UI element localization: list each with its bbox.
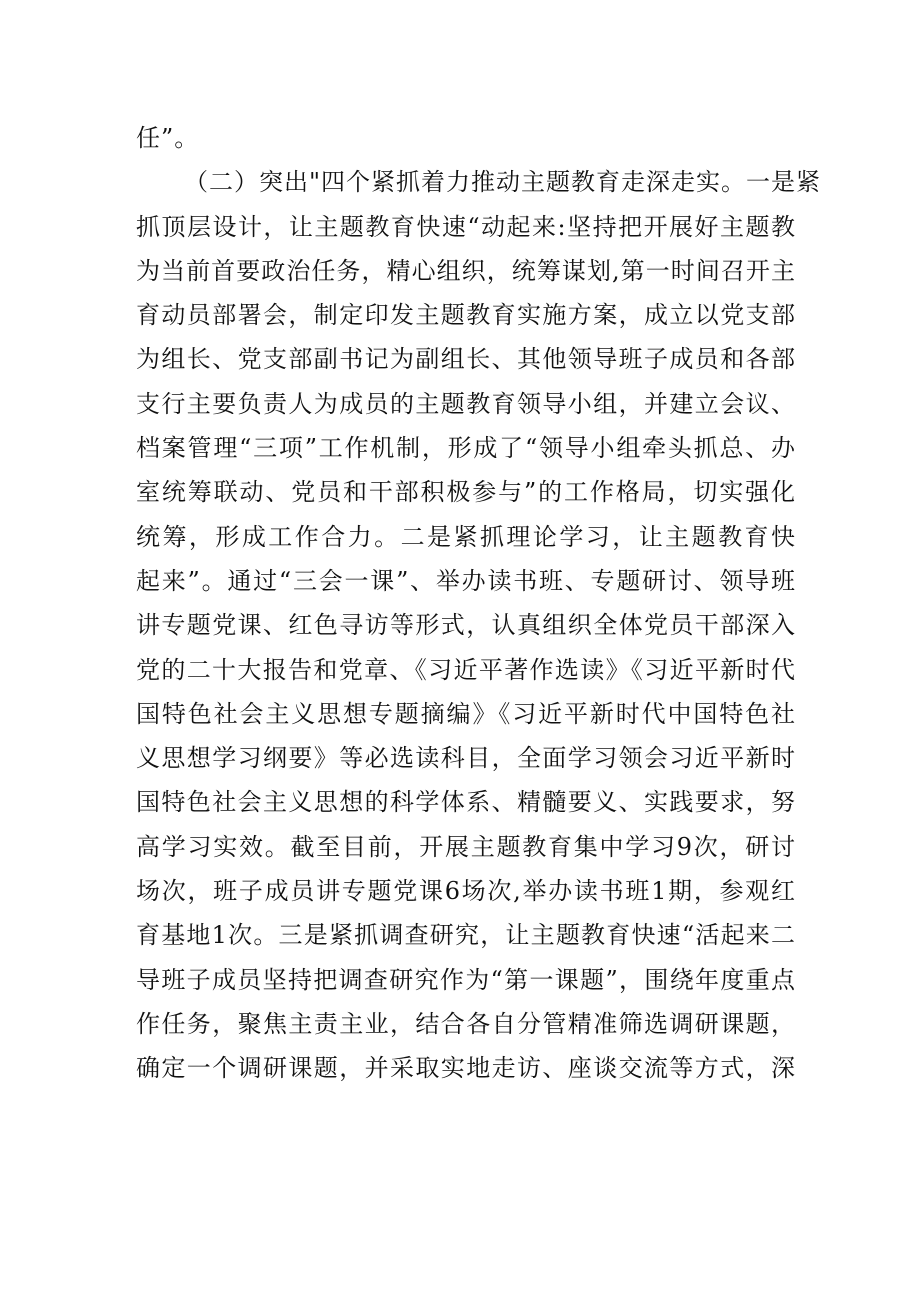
text-line: 为组长、党支部副书记为副组长、其他领导班子成员和各部 <box>136 345 796 374</box>
text-line: 起来”。通过“三会一课”、举办读书班、专题研讨、领导班 <box>136 566 796 595</box>
text-line: 室统筹联动、党员和干部积极参与”的工作格局，切实强化 <box>136 478 796 507</box>
text-line: 作任务，聚焦主责主业，结合各自分管精准筛选调研课题， <box>136 1009 796 1038</box>
text-line: 讲专题党课、红色寻访等形式，认真组织全体党员干部深入 <box>136 611 796 640</box>
text-line: 支行主要负责人为成员的主题教育领导小组，并建立会议、 <box>136 389 796 418</box>
text-line: 高学习实效。截至目前，开展主题教育集中学习9次，研讨 <box>136 832 796 861</box>
text-line: 国特色社会主义思想专题摘编》《习近平新时代中国特色社 <box>136 699 796 728</box>
text-line: 为当前首要政治任务，精心组织，统筹谋划,第一时间召开主 <box>136 256 796 285</box>
text-line: 导班子成员坚持把调查研究作为“第一课题”，围绕年度重点 <box>136 965 796 994</box>
section-heading-line: （二）突出"四个紧抓着力推动主题教育走深走实。一是紧 <box>184 168 822 197</box>
text-line: 统筹，形成工作合力。二是紧抓理论学习，让主题教育快 <box>136 522 796 551</box>
text-line: 任”。 <box>136 124 200 152</box>
text-line: 确定一个调研课题，并采取实地走访、座谈交流等方式，深 <box>136 1054 796 1083</box>
text-line: 育基地1次。三是紧抓调查研究，让主题教育快速“活起来二 <box>136 921 796 950</box>
text-line: 抓顶层设计，让主题教育快速“动起来:坚持把开展好主题教 <box>136 212 796 241</box>
text-line: 党的二十大报告和党章、《习近平著作选读》《习近平新时代 <box>136 655 796 684</box>
text-line: 育动员部署会，制定印发主题教育实施方案，成立以党支部 <box>136 301 796 330</box>
body-text <box>136 116 822 1091</box>
text-line: 场次，班子成员讲专题党课6场次,举办读书班1期，参观红 <box>136 877 796 906</box>
text-line: 国特色社会主义思想的科学体系、精髓要义、实践要求，努 <box>136 788 796 817</box>
text-line: 义思想学习纲要》等必选读科目，全面学习领会习近平新时 <box>136 744 796 773</box>
text-line: 档案管理“三项”工作机制，形成了“领导小组牵头抓总、办 <box>136 434 796 463</box>
